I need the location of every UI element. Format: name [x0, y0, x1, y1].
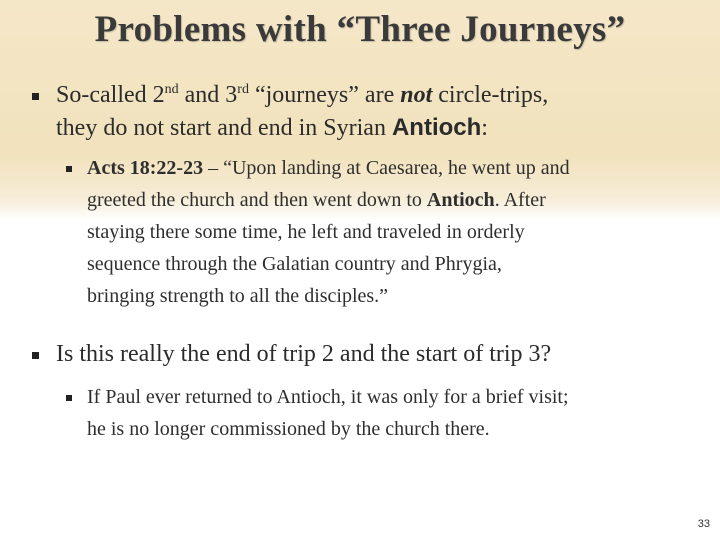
scripture-reference: Acts 18:22-23 — [87, 157, 204, 179]
emphasis-not: not — [400, 82, 433, 108]
text-segment: greeted the church and then went down to — [87, 189, 427, 211]
sub-bullet-1-line-2 — [87, 189, 546, 212]
superscript: nd — [164, 82, 179, 97]
sub-bullet-2-line-2: he is no longer commissioned by the church there. — [87, 418, 490, 440]
text-segment: – “Upon landing at Caesarea, he went up and — [203, 157, 570, 179]
text-segment: So-called 2 — [56, 82, 165, 108]
text-segment: : — [481, 115, 488, 141]
superscript: rd — [237, 82, 249, 97]
page-number: 33 — [697, 518, 710, 530]
sub-bullet-square-icon — [66, 395, 72, 401]
sub-bullet-1-line-5: bringing strength to all the disciples.” — [87, 285, 389, 307]
slide-title: Problems with “Three Journeys” — [94, 9, 626, 50]
bullet-square-icon — [32, 352, 39, 359]
text-segment: they do not start and end in Syrian — [56, 115, 392, 141]
antioch-bold: Antioch — [426, 189, 495, 211]
text-segment: circle-trips, — [432, 82, 549, 108]
sub-bullet-2-line-1: If Paul ever returned to Antioch, it was only for a brief visit; — [87, 386, 569, 408]
bullet-square-icon — [32, 93, 39, 100]
sub-bullet-1-line-3: staying there some time, he left and traveled in orderly — [87, 221, 525, 243]
sub-bullet-1-line-4: sequence through the Galatian country and Phrygia, — [87, 253, 502, 275]
text-segment: “journeys” are — [248, 82, 401, 108]
sub-bullet-1-line-1 — [87, 157, 570, 180]
bullet-1-line-2 — [56, 114, 488, 142]
bullet-2-line-1: Is this really the end of trip 2 and the start of trip 3? — [56, 341, 552, 367]
sub-bullet-square-icon — [66, 166, 72, 172]
antioch-bold: Antioch — [391, 114, 482, 141]
text-segment: and 3 — [178, 82, 238, 108]
text-segment: . After — [494, 189, 546, 211]
bullet-1-line-1 — [56, 82, 548, 109]
